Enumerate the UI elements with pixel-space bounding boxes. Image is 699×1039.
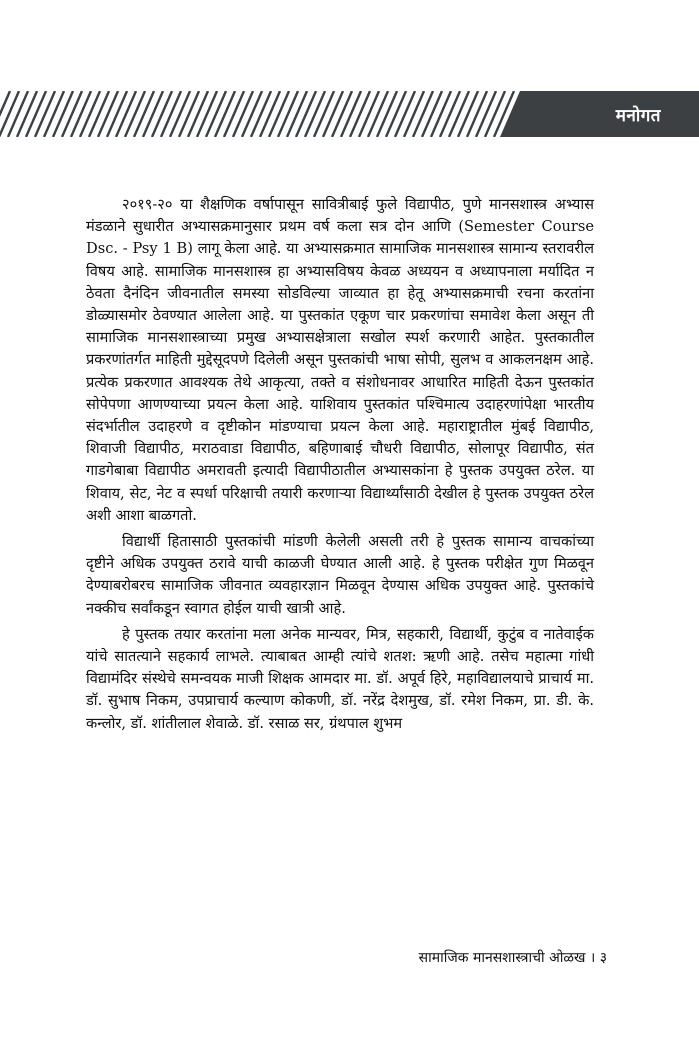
stripe-line bbox=[179, 91, 199, 137]
stripe-line bbox=[98, 91, 118, 137]
stripe-line bbox=[233, 91, 253, 137]
stripe-line bbox=[485, 91, 505, 137]
stripe-line bbox=[125, 91, 145, 137]
stripe-line bbox=[170, 91, 190, 137]
stripe-line bbox=[476, 91, 496, 137]
stripe-line bbox=[152, 91, 172, 137]
stripe-line bbox=[26, 91, 46, 137]
stripe-line bbox=[368, 91, 388, 137]
stripe-line bbox=[107, 91, 127, 137]
stripe-line bbox=[116, 91, 136, 137]
stripe-line bbox=[422, 91, 442, 137]
section-title: मनोगत bbox=[615, 105, 661, 126]
stripe-line bbox=[44, 91, 64, 137]
stripe-line bbox=[449, 91, 469, 137]
stripe-line bbox=[224, 91, 244, 137]
stripe-line bbox=[71, 91, 91, 137]
stripe-line bbox=[143, 91, 163, 137]
stripe-line bbox=[188, 91, 208, 137]
stripe-line bbox=[89, 91, 109, 137]
stripe-line bbox=[305, 91, 325, 137]
stripe-line bbox=[467, 91, 487, 137]
stripe-line bbox=[206, 91, 226, 137]
stripe-line bbox=[458, 91, 478, 137]
paragraph-2: विद्यार्थी हितासाठी पुस्तकांची मांडणी केलेली असली तरी हे पुस्तक सामान्य वाचकांच्या दृष्टीने अधिक उपयुक्त ठरावे याची काळजी घेण्यात आली आहे. हे पुस्तक परीक्षेत गुण मिळवून देण्याबरोबरच सामाजिक जीवनात व्यवहारज्ञान मिळवून देण्यास अधिक उपयुक्त आहे. पुस्तकांचे नक्कीच सर्वांकडून स्वागत होईल याची खात्री आहे. bbox=[86, 533, 594, 617]
stripe-line bbox=[413, 91, 433, 137]
stripe-line bbox=[35, 91, 55, 137]
stripe-line bbox=[278, 91, 298, 137]
section-title-tab bbox=[503, 91, 699, 137]
stripe-line bbox=[134, 91, 154, 137]
stripe-line bbox=[350, 91, 370, 137]
stripe-line bbox=[341, 91, 361, 137]
stripe-line bbox=[323, 91, 343, 137]
stripe-line bbox=[161, 91, 181, 137]
paragraph-3: हे पुस्तक तयार करतांना मला अनेक मान्यवर, मित्र, सहकारी, विद्यार्थी, कुटुंब व नातेवाईक यांचे सातत्याने सहकार्य लाभले. त्याबाबत आम्ही त्यांचे शतश: ऋणी आहे. तसेच महात्मा गांधी विद्यामंदिर संस्थेचे समन्वयक माजी शिक्षक आमदार मा. डॉ. अपूर्व हिरे, महाविद्यालयाचे प्राचार्य मा. डॉ. सुभाष निकम, उपप्राचार्य कल्याण कोकणी, डॉ. नरेंद्र देशमुख, डॉ. रमेश निकम, प्रा. डी. के. कन्लोर, डॉ. शांतीलाल शेवाळे. डॉ. रसाळ सर, ग्रंथपाल शुभम bbox=[86, 625, 594, 732]
stripe-line bbox=[251, 91, 271, 137]
stripe-line bbox=[314, 91, 334, 137]
stripe-line bbox=[269, 91, 289, 137]
stripe-line bbox=[386, 91, 406, 137]
stripe-line bbox=[332, 91, 352, 137]
stripe-line bbox=[8, 91, 28, 137]
stripe-line bbox=[404, 91, 424, 137]
stripe-line bbox=[62, 91, 82, 137]
stripe-line bbox=[215, 91, 235, 137]
stripe-line bbox=[359, 91, 379, 137]
preface-body bbox=[86, 194, 594, 739]
stripe-line bbox=[260, 91, 280, 137]
stripe-line bbox=[287, 91, 307, 137]
stripe-line bbox=[395, 91, 415, 137]
running-title: सामाजिक मानसशास्त्राची ओळख । ३ bbox=[418, 950, 607, 966]
stripe-line bbox=[296, 91, 316, 137]
stripe-line bbox=[0, 91, 19, 137]
stripe-line bbox=[53, 91, 73, 137]
page-footer bbox=[419, 948, 607, 967]
stripe-line bbox=[197, 91, 217, 137]
stripe-line bbox=[17, 91, 37, 137]
stripe-line bbox=[377, 91, 397, 137]
stripe-line bbox=[431, 91, 451, 137]
stripe-line bbox=[440, 91, 460, 137]
stripe-line bbox=[242, 91, 262, 137]
paragraph-1: २०१९-२० या शैक्षणिक वर्षापासून सावित्रीबाई फुले विद्यापीठ, पुणे मानसशास्त्र अभ्यास मंडळाने सुधारीत अभ्यासक्रमानुसार प्रथम वर्ष कला सत्र दोन आणि (Semester Course Dsc. - Psy 1 B) लागू केला आहे. या अभ्यासक्रमात सामाजिक मानसशास्त्र सामान्य स्तरावरील विषय आहे. सामाजिक मानसशास्त्र हा अभ्यासविषय केवळ अध्ययन व अध्यापनाला मर्यादित न ठेवता दैनंदिन जीवनातील समस्या सोडविल्या जाव्यात हा हेतू अभ्यासक्रमाची रचना करतांना डोळ्यासमोर ठेवण्यात आलेला आहे. या पुस्तकांत एकूण चार प्रकरणांचा समावेश केला असून ती सामाजिक मानसशास्त्राच्या प्रमुख अभ्यासक्षेत्राला सखोल स्पर्श करणारी आहेत. पुस्तकातील प्रकरणांतर्गत माहिती मुद्देसूदपणे दिलेली असून पुस्तकांची भाषा सोपी, सुलभ व आकलनक्षम आहे. प्रत्येक प्रकरणात आवश्यक तेथे आकृत्या, तक्ते व संशोधनावर आधारित माहिती देऊन पुस्तकांत सोपेपणा आणण्याच्या प्रयत्न केला आहे. याशिवाय पुस्तकांत पश्चिमात्य उदाहरणांपेक्षा भारतीय संदर्भातील उदाहरणे व दृष्टीकोन मांडण्याचा प्रयत्न केला आहे. महाराष्ट्रातील मुंबई विद्यापीठ, शिवाजी विद्यापीठ, मराठवाडा विद्यापीठ, बहिणाबाई चौधरी विद्यापीठ, सोलापूर विद्यापीठ, संत गाडगेबाबा विद्यापीठ अमरावती इत्यादी विद्यापीठातील अभ्यासकांना हे पुस्तक उपयुक्त ठरेल. या शिवाय, सेट, नेट व स्पर्धा परिक्षाची तयारी करणाऱ्या विद्यार्थ्यांसाठी देखील हे पुस्तक उपयुक्त ठरेल अशी आशा बाळगतो. bbox=[86, 196, 594, 524]
stripe-line bbox=[80, 91, 100, 137]
